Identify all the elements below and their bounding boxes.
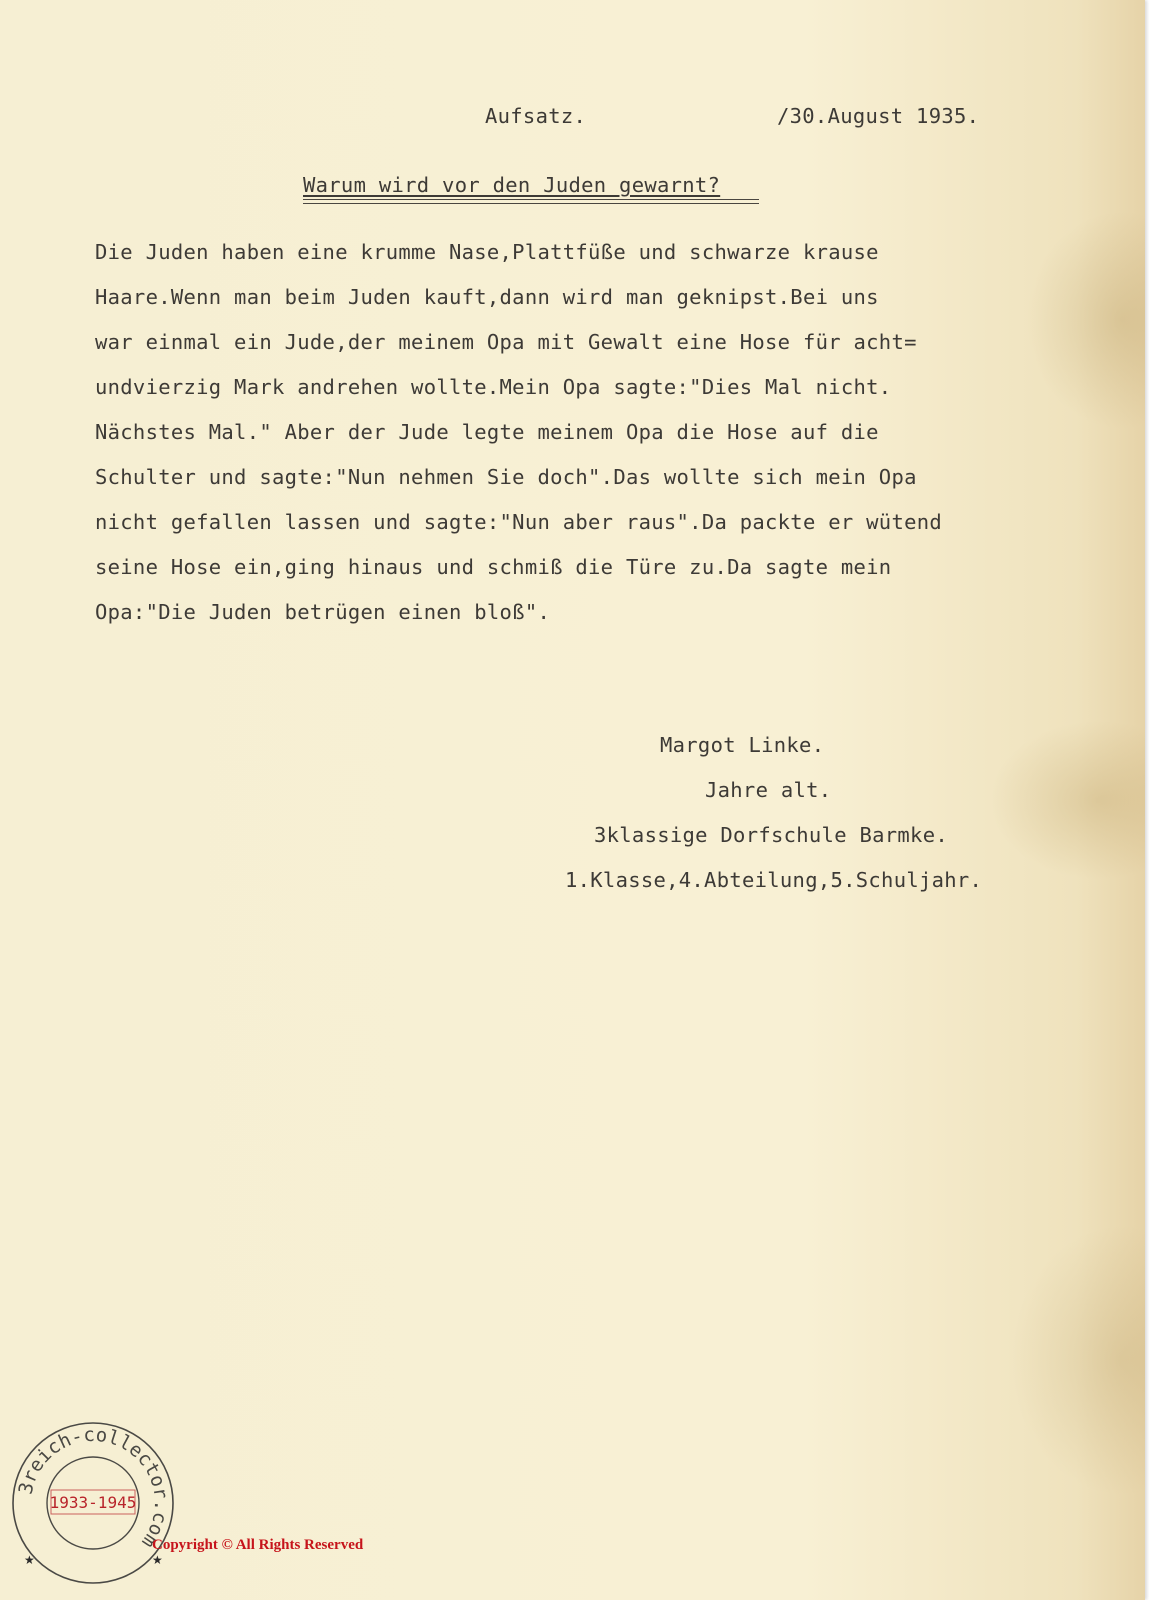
signature-age: Jahre alt.: [705, 778, 832, 802]
essay-label: Aufsatz.: [485, 104, 587, 128]
signature-name: Margot Linke.: [660, 733, 825, 757]
stamp-star-right: ★: [152, 1553, 163, 1567]
body-line: seine Hose ein,ging hinaus und schmiß die Türe zu.Da sagte mein: [95, 555, 892, 579]
signature-class: 1.Klasse,4.Abteilung,5.Schuljahr.: [565, 868, 983, 892]
essay-date: /30.August 1935.: [777, 104, 980, 128]
essay-body: [95, 237, 942, 642]
heading-double-underline: [303, 199, 759, 204]
copyright-notice: Copyright © All Rights Reserved: [152, 1537, 364, 1553]
essay-heading: Warum wird vor den Juden gewarnt?: [303, 173, 721, 197]
body-line: Die Juden haben eine krumme Nase,Plattfüße und schwarze krause: [95, 240, 879, 264]
body-line: Opa:"Die Juden betrügen einen bloß".: [95, 600, 551, 624]
signature-school: 3klassige Dorfschule Barmke.: [594, 823, 948, 847]
body-line: Haare.Wenn man beim Juden kauft,dann wird man geknipst.Bei uns: [95, 285, 879, 309]
stamp-ring-text: 3reich-collector.com: [14, 1423, 173, 1552]
collector-stamp: [8, 1418, 178, 1588]
body-line: undvierzig Mark andrehen wollte.Mein Opa sagte:"Dies Mal nicht.: [95, 375, 892, 399]
body-line: nicht gefallen lassen und sagte:"Nun aber raus".Da packte er wütend: [95, 510, 943, 534]
stamp-years: 1933-1945: [49, 1493, 137, 1512]
body-line: Nächstes Mal." Aber der Jude legte meinem Opa die Hose auf die: [95, 420, 879, 444]
stamp-star-left: ★: [24, 1553, 35, 1567]
body-line: war einmal ein Jude,der meinem Opa mit Gewalt eine Hose für acht=: [95, 330, 917, 354]
body-line: Schulter und sagte:"Nun nehmen Sie doch".Das wollte sich mein Opa: [95, 465, 917, 489]
